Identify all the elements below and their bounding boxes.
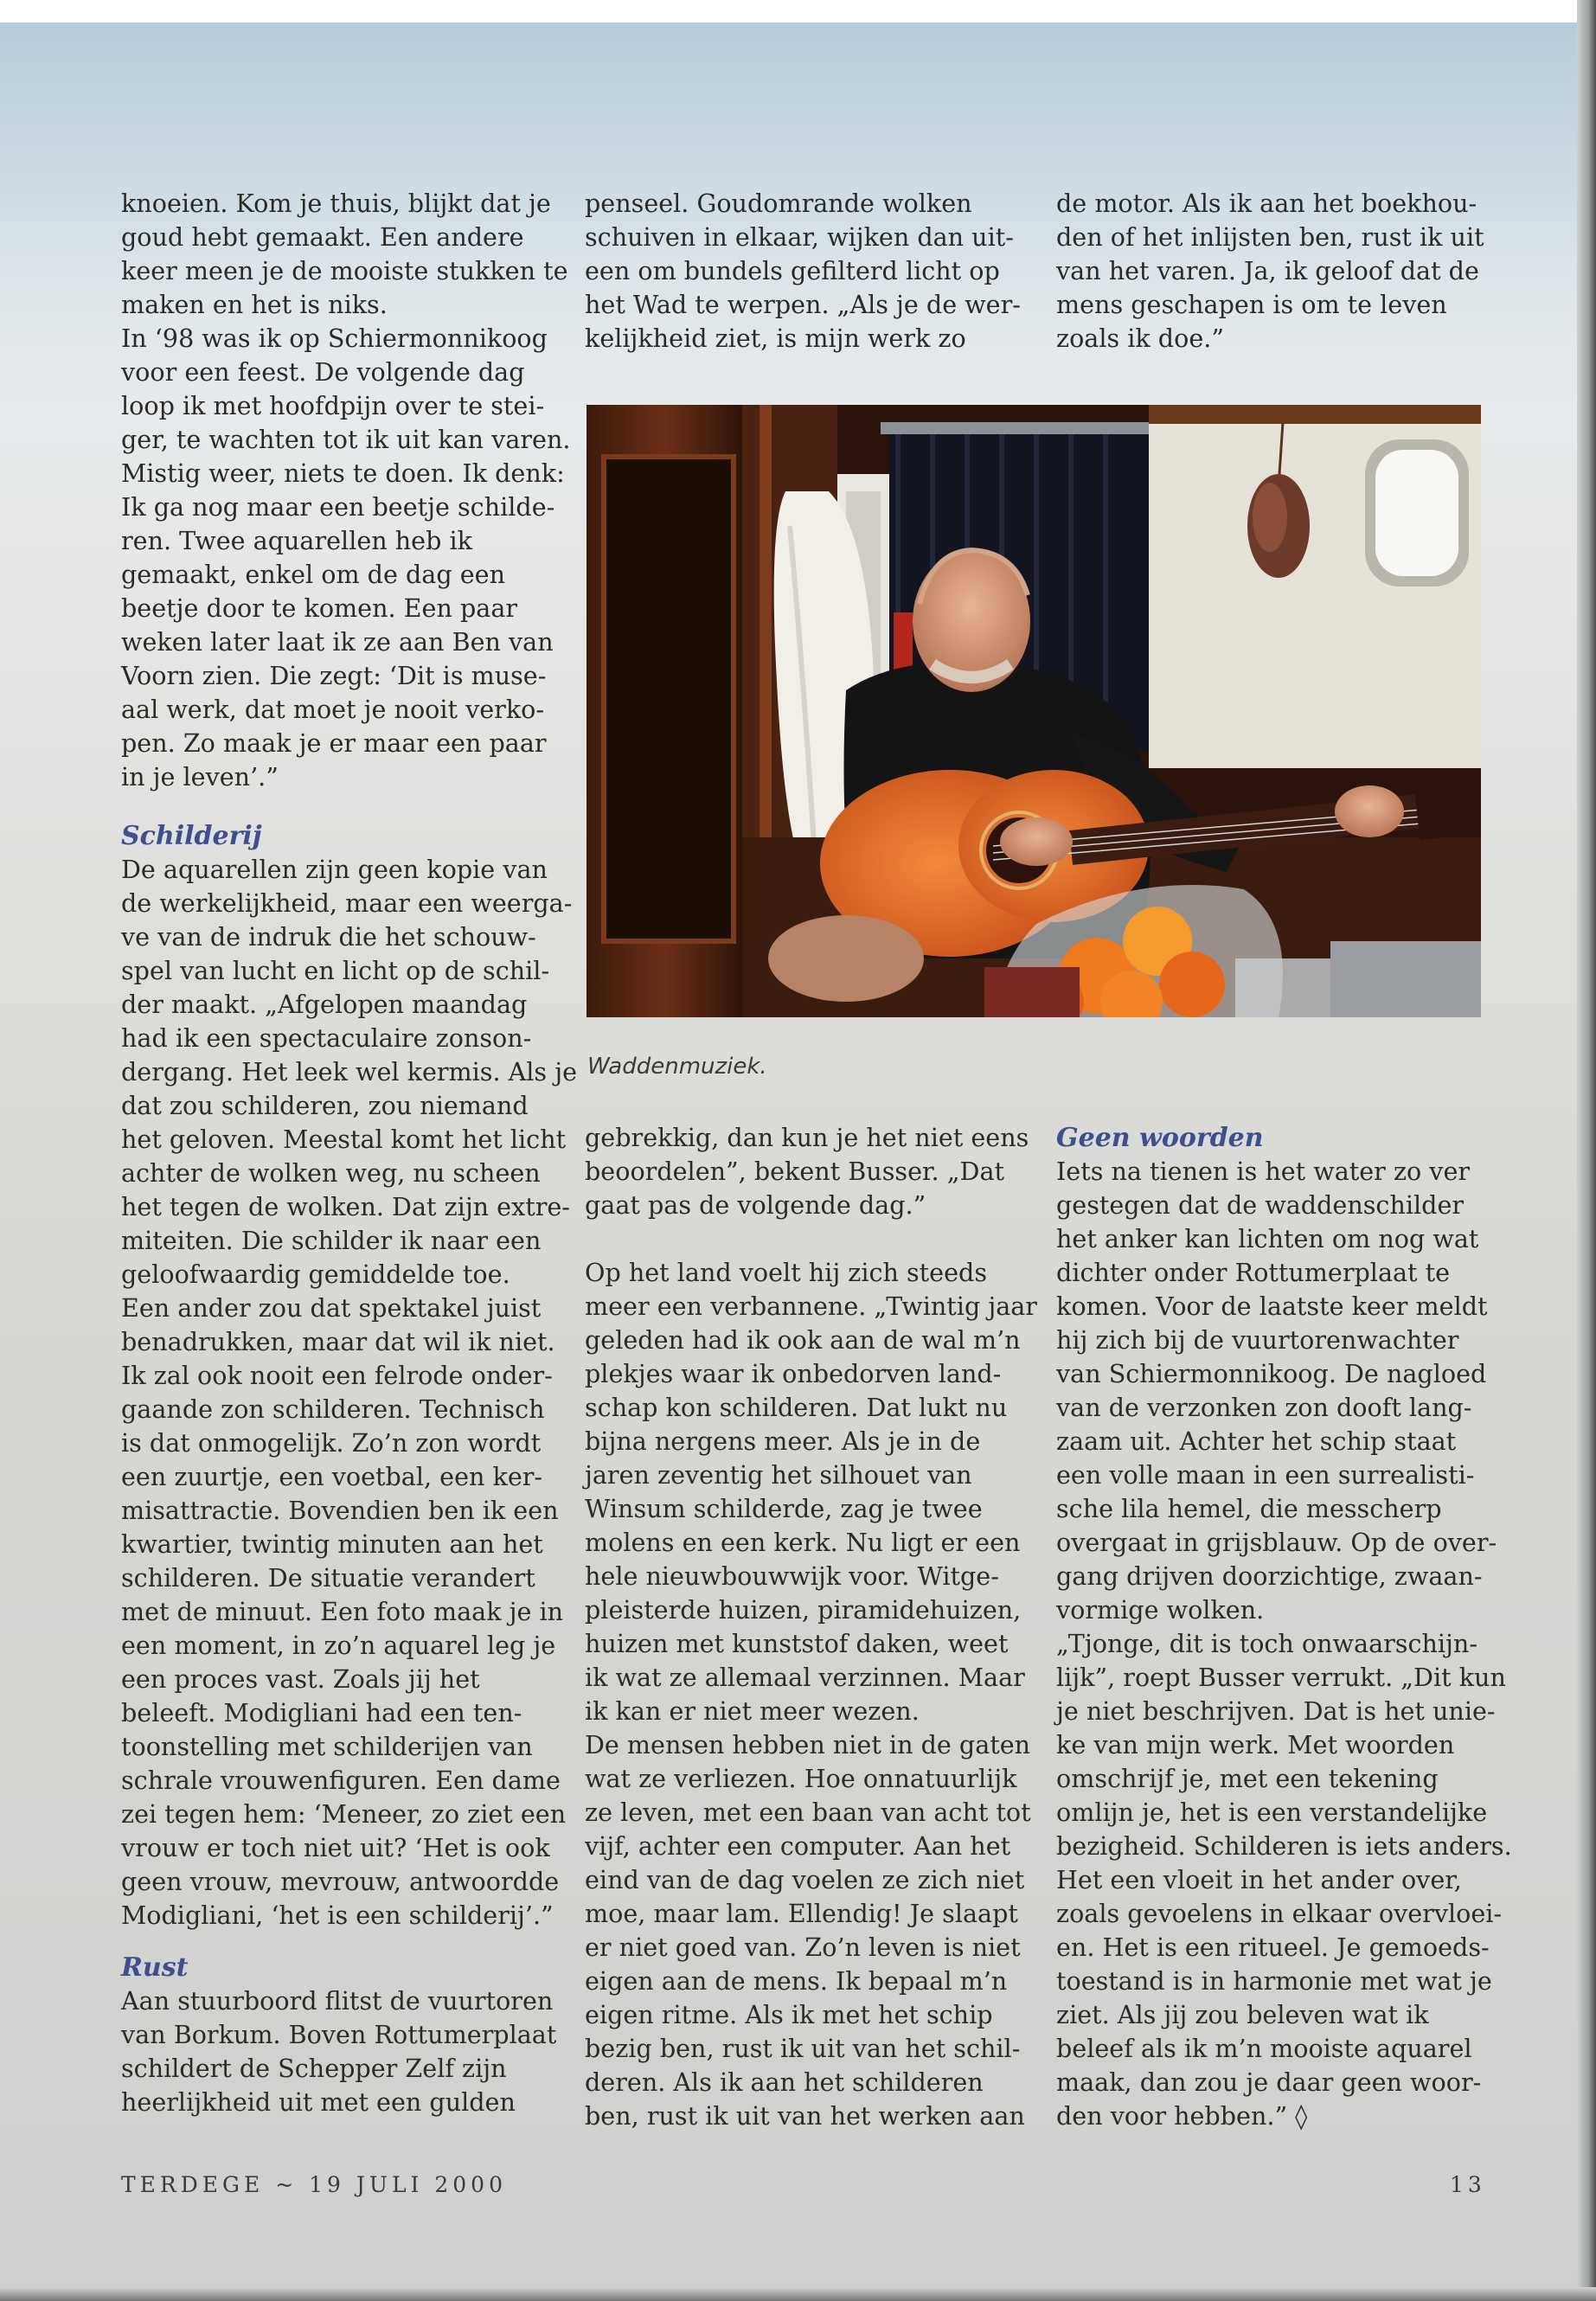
column3-top-text: de motor. Als ik aan het boekhou- den of het inlijsten ben, rust ik uit van het varen. Ja, ik geloof dat de mens geschapen is om te leven zoals ik doe.” <box>1056 189 1484 353</box>
column2-bottom-text-b: Op het land voelt hij zich steeds meer een verbannene. „Twintig jaar geleden had ik ook aan de wal m’n plekjes waar ik onbedorven land- schap kon schilderen. Dat lukt nu bijna nergens meer. Als je in de jaren zeventig het silhouet van Winsum schilderde, zag je twee molens en een kerk. Nu ligt er een hele nieuwbouwwijk voor. Witge- pleisterde huizen, piramidehuizen, huizen met kunststof daken, weet ik wat ze allemaal verzinnen. Maar ik kan er niet meer wezen. De mensen hebben niet in de gaten wat ze verliezen. Hoe onnatuurlijk ze leven, met een baan van acht tot vijf, achter een computer. Aan het eind van de dag voelen ze zich niet moe, maar lam. Ellendig! Je slaapt er niet goed van. Zo’n leven is niet eigen aan de mens. Ik bepaal m’n eigen ritme. Als ik met het schip bezig ben, rust ik uit van het schil- deren. Als ik aan het schilderen ben, rust ik uit van het werken aan <box>585 1258 1037 2131</box>
scan-edge-top <box>0 0 1596 22</box>
column2-bottom-text-a: gebrekkig, dan kun je het niet eens beoordelen”, bekent Busser. „Dat gaat pas de volgende dag.” <box>585 1123 1029 1220</box>
heading-geen-woorden: Geen woorden <box>1056 1123 1264 1153</box>
photo-man-playing-guitar <box>586 405 1481 1017</box>
heading-rust: Rust <box>121 1952 189 1983</box>
column1-top-text: knoeien. Kom je thuis, blijkt dat je goud hebt gemaakt. Een andere keer meen je de mooiste stukken te maken en het is niks. In ‘98 was ik op Schiermonnikoog voor een feest. De volgende dag loop ik met hoofdpijn over te stei- ger, te wachten tot ik uit kan varen. Mistig weer, niets te doen. Ik denk: Ik ga nog maar een beetje schilde- ren. Twee aquarellen heb ik gemaakt, enkel om de dag een beetje door te komen. Een paar weken later laat ik ze aan Ben van Voorn zien. Die zegt: ‘Dit is muse- aal werk, dat moet je nooit verko- pen. Zo maak je er maar een paar in je leven’.” <box>121 189 571 792</box>
scan-edge-right <box>1577 0 1596 2301</box>
column1-rust-text: Aan stuurboord flitst de vuurtoren van Borkum. Boven Rottumerplaat schildert de Schepper Zelf zijn heerlijkheid uit met een gulden <box>121 1986 557 2117</box>
footer-page-number: 13 <box>1450 2172 1486 2197</box>
scan-edge-bottom <box>0 2287 1596 2301</box>
column3-bottom-text: Iets na tienen is het water zo ver gestegen dat de waddenschilder het anker kan lichten om nog wat dichter onder Rottumerplaat te komen. Voor de laatste keer meldt hij zich bij de vuurtorenwachter van Schiermonnikoog. De nagloed van de verzonken zon dooft lang- zaam uit. Achter het schip staat een volle maan in een surrealisti- sche lila hemel, die messcherp overgaat in grijsblauw. Op de over- gang drijven doorzichtige, zwaan- vormige wolken. „Tjonge, dit is toch onwaarschijn- lijk”, roept Busser verrukt. „Dit kun je niet beschrijven. Dat is het unie- ke van mijn werk. Met woorden omschrijf je, met een tekening omlijn je, het is een verstandelijke bezigheid. Schilderen is iets anders. Het een vloeit in het ander over, zoals gevoelens in elkaar overvloei- en. Het is een ritueel. Je gemoeds- toestand is in harmonie met wat je ziet. Als jij zou beleven wat ik beleef als ik m’n mooiste aquarel maak, dan zou je daar geen woor- den voor hebben.” ◊ <box>1056 1157 1512 2131</box>
photo-caption: Waddenmuziek. <box>587 1054 767 1080</box>
photo-illustration <box>586 405 1481 1017</box>
column1-schilderij-text: De aquarellen zijn geen kopie van de werkelijkheid, maar een weerga- ve van de indruk die het schouw- spel van lucht en licht op de schil- der maakt. „Afgelopen maandag had ik een spectaculaire zonson- dergang. Het leek wel kermis. Als je dat zou schilderen, zou niemand het geloven. Meestal komt het licht achter de wolken weg, nu scheen het tegen de wolken. Dat zijn extre- miteiten. Die schilder ik naar een geloofwaardig gemiddelde toe. Een ander zou dat spektakel juist benadrukken, maar dat wil ik niet. Ik zal ook nooit een felrode onder- gaande zon schilderen. Technisch is dat onmogelijk. Zo’n zon wordt een zuurtje, een voetbal, een ker- misattractie. Bovendien ben ik een kwartier, twintig minuten aan het schilderen. De situatie verandert met de minuut. Een foto maak je in een moment, in zo’n aquarel leg je een proces vast. Zoals jij het beleeft. Modigliani had een ten- toonstelling met schilderijen van schrale vrouwenfiguren. Een dame zei tegen hem: ‘Meneer, zo ziet een vrouw er toch niet uit? ‘Het is ook geen vrouw, mevrouw, antwoordde Modigliani, ‘het is een schilderij’.” <box>121 855 577 1930</box>
column2-top-text: penseel. Goudomrande wolken schuiven in elkaar, wijken dan uit- een om bundels gefilterd licht op het Wad te werpen. „Als je de wer- kelijkheid ziet, is mijn werk zo <box>585 189 1021 353</box>
footer-publication: TERDEGE ~ 19 JULI 2000 <box>121 2172 507 2197</box>
heading-schilderij: Schilderij <box>121 821 262 851</box>
